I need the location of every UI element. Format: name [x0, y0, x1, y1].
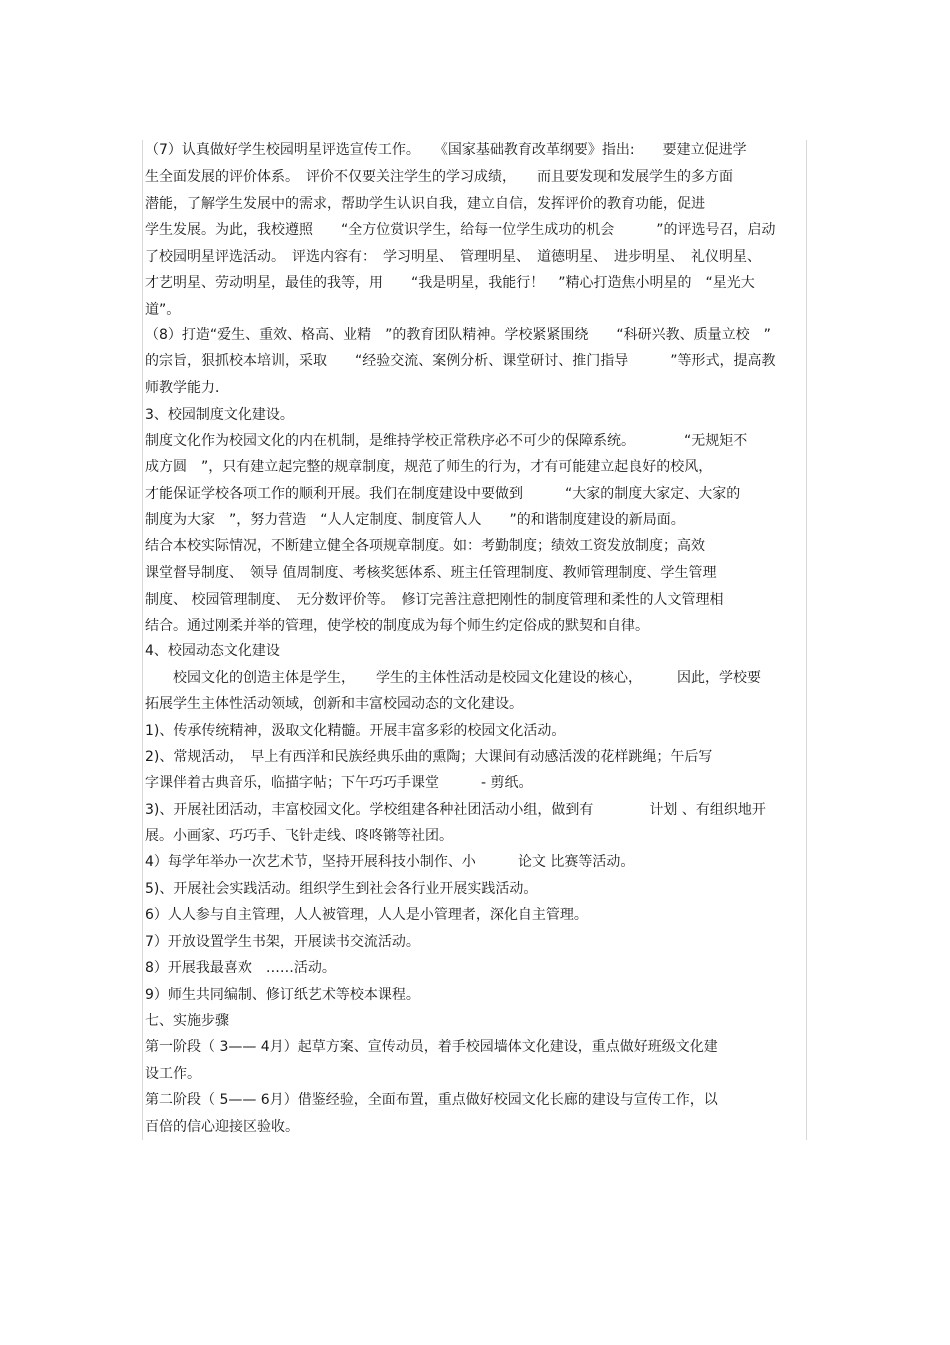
text-line: 第一阶段（ 3—— 4月）起草方案、宣传动员，着手校园墙体文化建设，重点做好班级文化建 [145, 1039, 718, 1055]
left-margin-rule [142, 140, 143, 1140]
text-line: 设工作。 [145, 1066, 201, 1082]
list-item: 9）师生共同编制、修订纸艺术等校本课程。 [145, 987, 420, 1003]
text-line: 制度为大家 ”，努力营造 “人人定制度、制度管人人 ”的和谐制度建设的新局面。 [145, 512, 685, 528]
text-line: 才能保证学校各项工作的顺利开展。我们在制度建设中要做到 “大家的制度大家定、大家的 [145, 486, 741, 502]
list-item: 3)、开展社团活动，丰富校园文化。学校组建各种社团活动小组，做到有 计划 、有组织地开 [145, 802, 766, 818]
text-line: 校园文化的创造主体是学生， 学生的主体性活动是校园文化建设的核心， 因此，学校要 [145, 670, 761, 686]
text-line: 第二阶段（ 5—— 6月）借鉴经验，全面布置，重点做好校园文化长廊的建设与宣传工作，以 [145, 1092, 718, 1108]
list-item: 4）每学年举办一次艺术节，坚持开展科技小制作、小 论文 比赛等活动。 [145, 854, 635, 870]
text-line: 才艺明星、劳动明星，最佳的我等，用 “我是明星，我能行！ ”精心打造焦小明星的 “星光大 [145, 275, 755, 291]
text-line: 拓展学生主体性活动领域，创新和丰富校园动态的文化建设。 [145, 696, 523, 712]
text-line: 制度、 校园管理制度、 无分数评价等。 修订完善注意把刚性的制度管理和柔性的人文管理相 [145, 592, 724, 608]
list-item: 6）人人参与自主管理，人人被管理，人人是小管理者，深化自主管理。 [145, 907, 588, 923]
text-line: 制度文化作为校园文化的内在机制，是维持学校正常秩序必不可少的保障系统。 “无规矩不 [145, 433, 748, 449]
list-item: 8）开展我最喜欢 ……活动。 [145, 960, 336, 976]
text-line: 生全面发展的评价体系。 评价不仅要关注学生的学习成绩， 而且要发现和发展学生的多方面 [145, 169, 733, 185]
list-item: 2)、常规活动， 早上有西洋和民族经典乐曲的熏陶；大课间有动感活泼的花样跳绳；午后写 [145, 749, 713, 765]
text-line: 了校园明星评选活动。 评选内容有： 学习明星、 管理明星、 道德明星、 进步明星、 礼仪明星、 [145, 249, 761, 265]
section-heading: 3、校园制度文化建设。 [145, 407, 294, 423]
text-line: 结合。通过刚柔并举的管理，使学校的制度成为每个师生约定俗成的默契和自律。 [145, 618, 649, 634]
text-line: 百倍的信心迎接区验收。 [145, 1119, 299, 1135]
list-item: 展。小画家、巧巧手、飞针走线、咚咚锵等社团。 [145, 828, 453, 844]
list-item: 7）开放设置学生书架，开展读书交流活动。 [145, 934, 420, 950]
text-line: （7）认真做好学生校园明星评选宣传工作。 《国家基础教育改革纲要》指出: 要建立促进学 [145, 142, 747, 158]
text-line: 成方圆 ”，只有建立起完整的规章制度，规范了师生的行为，才有可能建立起良好的校风， [145, 459, 713, 475]
text-line: 师教学能力． [145, 380, 229, 396]
section-heading: 4、校园动态文化建设 [145, 643, 280, 659]
text-line: 潜能，了解学生发展中的需求，帮助学生认识自我，建立自信，发挥评价的教育功能，促进 [145, 196, 705, 212]
text-line: 的宗旨，狠抓校本培训，采取 “经验交流、案例分析、课堂研讨、推门指导 ”等形式，提高教 [145, 353, 776, 369]
text-line: 课堂督导制度、 领导 值周制度、考核奖惩体系、班主任管理制度、教师管理制度、学生管理 [145, 565, 717, 581]
list-item: 5)、开展社会实践活动。组织学生到社会各行业开展实践活动。 [145, 881, 538, 897]
text-line: （8）打造“爱生、重效、格高、业精 ”的教育团队精神。学校紧紧围绕 “科研兴教、质量立校 ” [145, 327, 771, 343]
text-line: 学生发展。为此，我校遵照 “全方位赏识学生，给每一位学生成功的机会 ”的评选号召，启动 [145, 222, 776, 238]
list-item: 字课伴着古典音乐，临描字帖；下午巧巧手课堂 - 剪纸。 [145, 775, 533, 791]
text-line: 结合本校实际情况，不断建立健全各项规章制度。如：考勤制度；绩效工资发放制度；高效 [145, 538, 705, 554]
list-item: 1)、传承传统精神，汲取文化精髓。开展丰富多彩的校园文化活动。 [145, 723, 566, 739]
text-line: 道”。 [145, 302, 181, 318]
section-heading: 七、实施步骤 [145, 1013, 229, 1029]
